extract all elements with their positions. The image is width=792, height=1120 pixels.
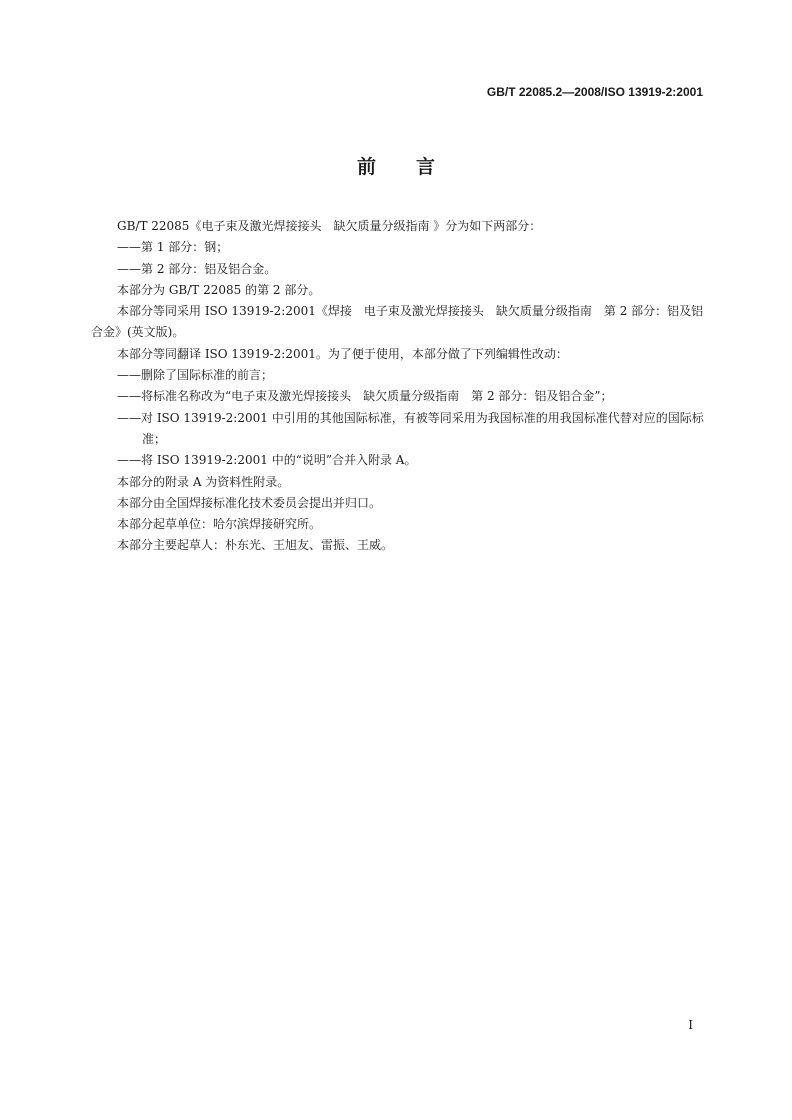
paragraph-series-intro: GB/T 22085《电子束及激光焊接接头 缺欠质量分级指南 》分为如下两部分： [117,219,542,233]
paragraph-translation: 本部分等同翻译 ISO 13919-2:2001。为了便于使用，本部分做了下列编辑性改动： [117,346,568,361]
paragraph-annex: 本部分的附录 A 为资料性附录。 [117,474,290,489]
paragraph-committee: 本部分由全国焊接标准化技术委员会提出并归口。 [117,495,382,510]
page-number: I [688,1018,693,1032]
list-item-change-2: ——将标准名称改为“电子束及激光焊接接头 缺欠质量分级指南 第 2 部分：铝及铝合金”； [117,389,613,404]
paragraph-part-statement: 本部分为 GB/T 22085 的第 2 部分。 [117,282,321,297]
paragraph-drafting-unit: 本部分起草单位：哈尔滨焊接研究所。 [117,517,322,532]
standard-number: GB/T 22085.2—2008/ISO 13919-2:2001 [486,85,703,99]
list-item-change-4: ——将 ISO 13919-2:2001 中的“说明”合并入附录 A。 [117,453,417,468]
list-item-part-1: ——第 1 部分：钢； [117,240,229,255]
list-item-part-2: ——第 2 部分：铝及铝合金。 [117,261,277,276]
paragraph-adoption: 本部分等同采用 ISO 13919-2:2001《焊接 电子束及激光焊接接头 缺欠质量分级指南 第 2 部分：铝及铝合金》(英文版)。 [91,304,704,340]
page-title: 前言 [356,156,475,178]
list-item-change-1: ——删除了国际标准的前言； [117,368,274,383]
paragraph-drafters: 本部分主要起草人：朴东光、王旭友、雷振、王威。 [117,538,394,553]
list-item-change-3: ——对 ISO 13919-2:2001 中引用的其他国际标准，有被等同采用为我国标准的用我国标准代替对应的国际标准； [117,410,704,446]
foreword-body [91,216,704,557]
